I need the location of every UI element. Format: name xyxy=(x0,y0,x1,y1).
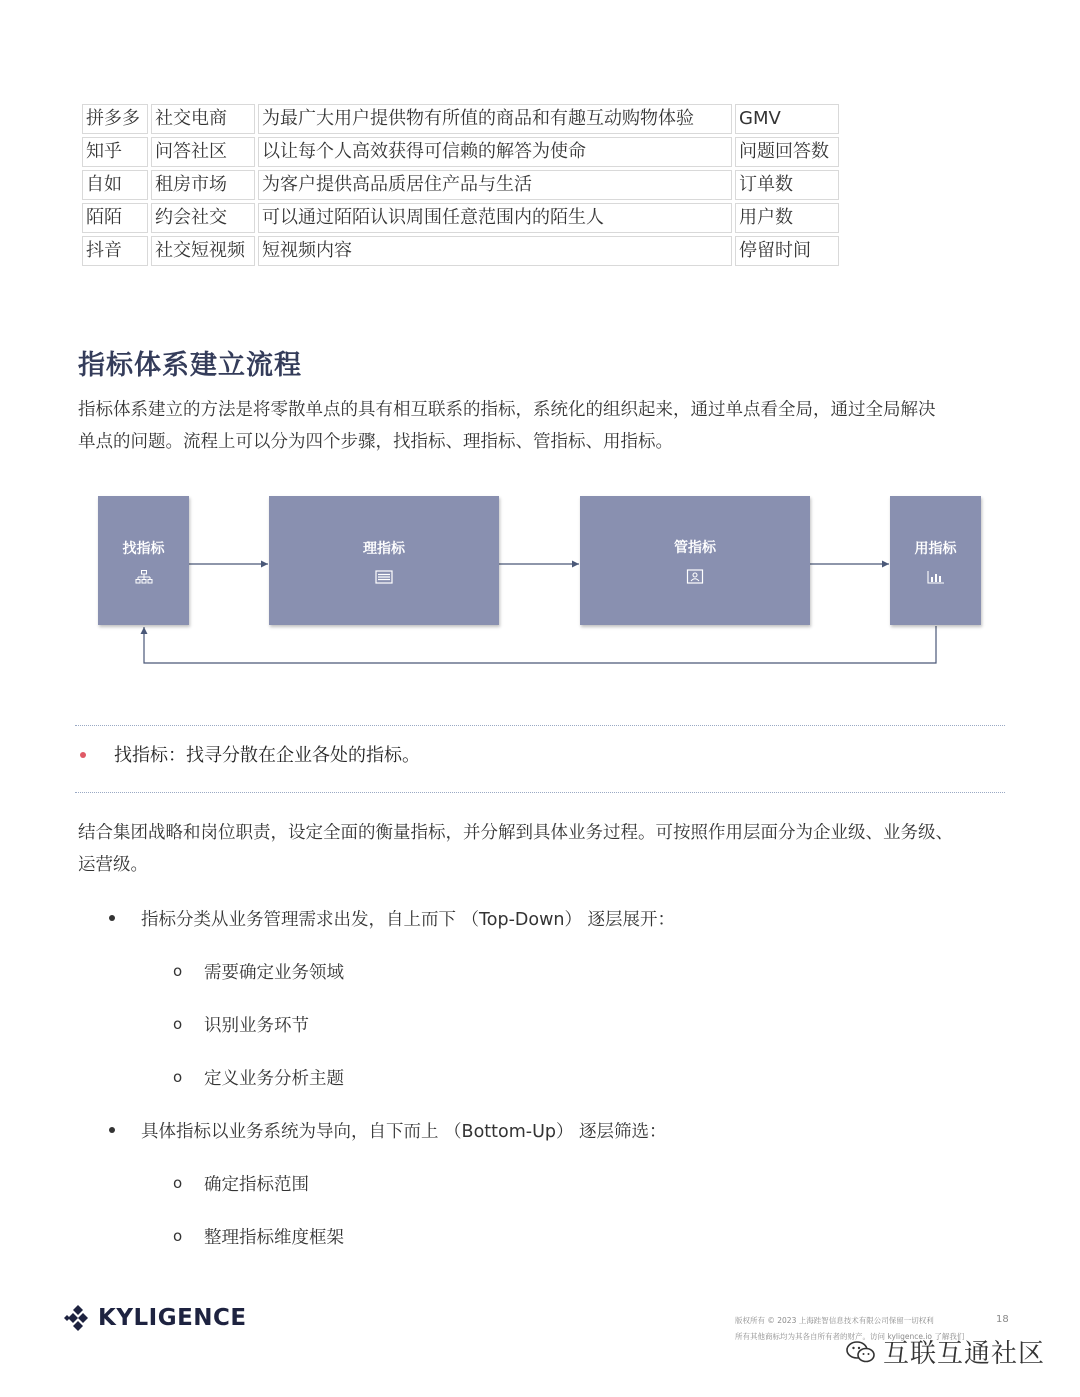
table-row xyxy=(82,104,839,134)
company-cell: 抖音 xyxy=(82,236,148,266)
hierarchy-icon xyxy=(135,570,153,584)
flow-step-label: 找指标 xyxy=(122,540,165,557)
company-cell: 自如 xyxy=(82,170,148,200)
sub-marker: o xyxy=(173,1174,183,1192)
copyright-line-1: 版权所有 © 2023 上海跬智信息技术有限公司保留一切权利 xyxy=(735,1316,934,1325)
sub-marker: o xyxy=(173,1227,183,1245)
north-star-metric-cell: 用户数 xyxy=(735,203,839,233)
mission-cell: 可以通过陌陌认识周围任意范围内的陌生人 xyxy=(258,203,732,233)
watermark xyxy=(845,1333,1045,1370)
flow-step-find xyxy=(98,496,189,625)
logo-wordmark: KYLIGENCE xyxy=(98,1305,247,1331)
sub-item: 识别业务环节 xyxy=(204,1016,309,1036)
flow-step-organize xyxy=(269,496,499,625)
industry-cell: 约会社交 xyxy=(151,203,255,233)
industry-cell: 问答社区 xyxy=(151,137,255,167)
industry-cell: 社交电商 xyxy=(151,104,255,134)
north-star-metric-cell: 问题回答数 xyxy=(735,137,839,167)
bar-chart-icon xyxy=(927,570,945,584)
table-row xyxy=(82,170,839,200)
company-cell: 知乎 xyxy=(82,137,148,167)
company-cell: 陌陌 xyxy=(82,203,148,233)
bullet-item: 指标分类从业务管理需求出发，自上而下 （Top-Down） 逐层展开： xyxy=(141,910,676,930)
watermark-text: 互联互通社区 xyxy=(883,1339,1046,1369)
flow-step-manage xyxy=(580,496,810,625)
table-row xyxy=(82,137,839,167)
north-star-metric-cell: 停留时间 xyxy=(735,236,839,266)
sub-marker: o xyxy=(173,1068,183,1086)
sub-item: 确定指标范围 xyxy=(204,1175,309,1195)
industry-cell: 租房市场 xyxy=(151,170,255,200)
divider-bottom xyxy=(75,792,1005,793)
north-star-metric-cell: GMV xyxy=(735,104,839,134)
company-metrics-table xyxy=(79,101,842,269)
bullet-dot xyxy=(109,1127,115,1133)
intro-paragraph-line-2: 单点的问题。流程上可以分为四个步骤，找指标、理指标、管指标、用指标。 xyxy=(78,432,673,452)
bullet-dot xyxy=(109,915,115,921)
flow-step-label: 理指标 xyxy=(363,540,405,557)
flow-step-use xyxy=(890,496,981,625)
monitor-icon xyxy=(686,569,704,585)
table-row xyxy=(82,236,839,266)
flow-step-label: 管指标 xyxy=(674,539,716,556)
highlight-text: 找指标：找寻分散在企业各处的指标。 xyxy=(114,745,420,766)
intro-paragraph-line-1: 指标体系建立的方法是将零散单点的具有相互联系的指标，系统化的组织起来，通过单点看全局，通过全局解决 xyxy=(78,400,936,420)
list-icon xyxy=(375,570,393,584)
bullet-item: 具体指标以业务系统为导向，自下而上 （Bottom-Up） 逐层筛选： xyxy=(141,1122,667,1142)
body-paragraph-line-1: 结合集团战略和岗位职责，设定全面的衡量指标，并分解到具体业务过程。可按照作用层面分为企业级、业务级、 xyxy=(78,823,953,843)
table-row xyxy=(82,203,839,233)
sub-item: 需要确定业务领域 xyxy=(204,963,344,983)
north-star-metric-cell: 订单数 xyxy=(735,170,839,200)
copyright-line-2: 所有其他商标均为其各自所有者的财产。访问 kyligence.io 了解我们 xyxy=(735,1332,965,1341)
mission-cell: 为客户提供高品质居住产品与生活 xyxy=(258,170,732,200)
company-cell: 拼多多 xyxy=(82,104,148,134)
wechat-icon xyxy=(845,1339,877,1365)
sub-marker: o xyxy=(173,962,183,980)
mission-cell: 短视频内容 xyxy=(258,236,732,266)
industry-cell: 社交短视频 xyxy=(151,236,255,266)
highlight-bullet xyxy=(80,752,86,758)
sub-item: 定义业务分析主题 xyxy=(204,1069,344,1089)
page-number: 18 xyxy=(996,1314,1009,1325)
divider-top xyxy=(75,725,1005,726)
section-title: 指标体系建立流程 xyxy=(78,350,302,381)
body-paragraph-line-2: 运营级。 xyxy=(78,855,148,875)
arrow-feedback-loop xyxy=(144,626,936,663)
sub-marker: o xyxy=(173,1015,183,1033)
mission-cell: 为最广大用户提供物有所值的商品和有趣互动购物体验 xyxy=(258,104,732,134)
sub-item: 整理指标维度框架 xyxy=(204,1228,344,1248)
mission-cell: 以让每个人高效获得可信赖的解答为使命 xyxy=(258,137,732,167)
kyligence-logo-icon xyxy=(64,1305,92,1331)
flow-step-label: 用指标 xyxy=(914,540,957,557)
kyligence-logo xyxy=(64,1305,247,1331)
